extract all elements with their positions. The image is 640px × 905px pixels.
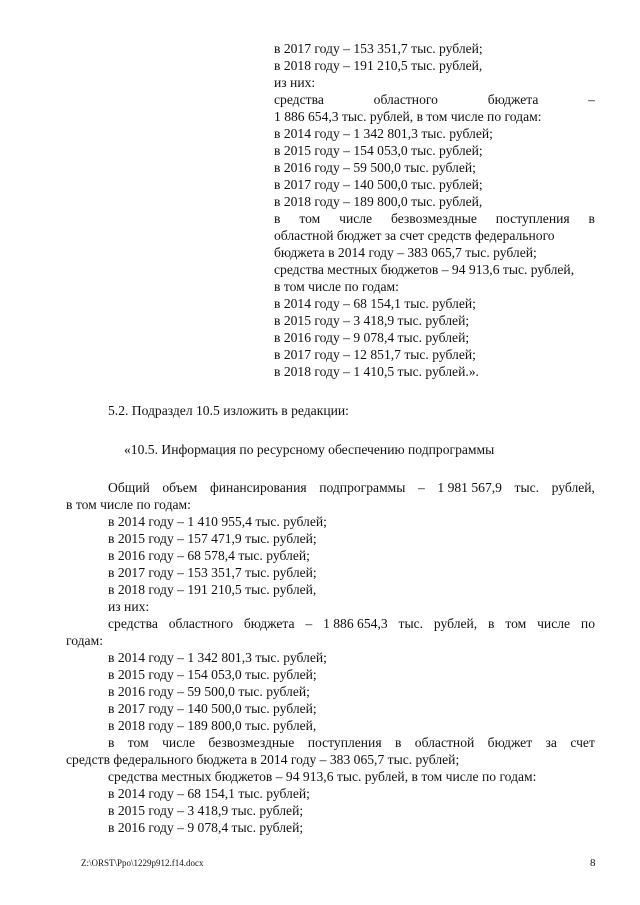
- justified-line: [108, 615, 595, 632]
- year-line: в 2016 году – 9 078,4 тыс. рублей;: [108, 820, 304, 835]
- year-line: в 2016 году – 59 500,0 тыс. рублей;: [108, 684, 310, 699]
- word: Общий: [108, 480, 150, 495]
- word: поступления: [495, 211, 570, 226]
- word: том: [505, 616, 527, 631]
- text-line: в том числе по годам:: [274, 279, 399, 294]
- year-line: в 2015 году – 154 053,0 тыс. рублей;: [108, 667, 317, 682]
- year-line: в 2017 году – 12 851,7 тыс. рублей;: [274, 347, 476, 362]
- word: в: [488, 616, 495, 631]
- year-line: в 2017 году – 140 500,0 тыс. рублей;: [108, 701, 317, 716]
- section-heading: «10.5. Информация по ресурсному обеспечению подпрограммы: [124, 442, 495, 457]
- year-line: в 2016 году – 59 500,0 тыс. рублей;: [274, 160, 476, 175]
- word: в: [274, 211, 281, 226]
- year-line: в 2016 году – 9 078,4 тыс. рублей;: [274, 330, 470, 345]
- word: областного: [168, 616, 233, 631]
- word: том: [299, 211, 321, 226]
- word: безвозмездные: [208, 735, 295, 750]
- word: средства: [274, 92, 324, 107]
- word: поступления: [307, 735, 382, 750]
- year-line: в 2018 году – 189 800,0 тыс. рублей,: [274, 194, 483, 209]
- text-line: средства местных бюджетов – 94 913,6 тыс. рублей,: [274, 262, 575, 277]
- word: числе: [162, 735, 196, 750]
- year-line: в 2015 году – 3 418,9 тыс. рублей;: [108, 803, 304, 818]
- year-line: в 2014 году – 68 154,1 тыс. рублей;: [108, 786, 310, 801]
- text-line: в 2018 году – 191 210,5 тыс. рублей,: [274, 58, 483, 73]
- year-line: в 2017 году – 153 351,7 тыс. рублей;: [108, 565, 317, 580]
- year-line: в 2018 году – 191 210,5 тыс. рублей,: [108, 582, 317, 597]
- year-line: в 2014 году – 1 342 801,3 тыс. рублей;: [108, 650, 327, 665]
- word: числе: [339, 211, 373, 226]
- word: –: [305, 616, 313, 631]
- word: объем: [162, 480, 198, 495]
- year-line: в 2016 году – 68 578,4 тыс. рублей;: [108, 548, 310, 563]
- word: –: [418, 480, 425, 495]
- year-line: в 2014 году – 1 342 801,3 тыс. рублей;: [274, 126, 493, 141]
- text-line: из них:: [274, 75, 316, 90]
- year-line: в 2015 году – 3 418,9 тыс. рублей;: [274, 313, 470, 328]
- justified-line: [274, 210, 595, 227]
- word: тыс.: [514, 480, 540, 495]
- word: за: [545, 735, 557, 750]
- text-line: областной бюджет за счет средств федерального: [274, 228, 555, 243]
- word: в: [588, 211, 595, 226]
- year-line: в 2018 году – 1 410,5 тыс. рублей.».: [274, 364, 479, 379]
- word: тыс.: [398, 616, 424, 631]
- word: бюджет: [487, 735, 533, 750]
- word: счет: [570, 735, 595, 750]
- word: рублей,: [433, 616, 478, 631]
- page-number: 8: [590, 857, 596, 869]
- word: в: [108, 735, 115, 750]
- text-line: из них:: [108, 599, 150, 614]
- word: в: [394, 735, 402, 750]
- word: бюджета: [243, 616, 295, 631]
- text-line: бюджета в 2014 году – 383 065,7 тыс. рублей;: [274, 245, 537, 260]
- word: областного: [373, 92, 438, 107]
- word: рублей,: [551, 480, 595, 495]
- justified-line: [274, 91, 595, 108]
- word: финансирования: [209, 480, 307, 495]
- word: том: [127, 735, 149, 750]
- section-instruction: 5.2. Подраздел 10.5 изложить в редакции:: [108, 403, 349, 418]
- word: областной: [414, 735, 475, 750]
- word: подпрограммы: [319, 480, 406, 495]
- word: бюджета: [487, 92, 539, 107]
- word: 1 886 654,3: [323, 616, 388, 631]
- word: средства: [108, 616, 158, 631]
- word: безвозмездные: [390, 211, 477, 226]
- year-line: в 2017 году – 140 500,0 тыс. рублей;: [274, 177, 483, 192]
- word: по: [580, 616, 595, 631]
- text-line: годам:: [66, 633, 103, 648]
- year-line: в 2018 году – 189 800,0 тыс. рублей,: [108, 718, 317, 733]
- word: –: [588, 92, 595, 107]
- word: числе: [537, 616, 571, 631]
- text-line: средства местных бюджетов – 94 913,6 тыс. рублей, в том числе по годам:: [108, 769, 537, 784]
- footer-file-path: Z:\ORST\Ppo\1229p912.f14.docx: [81, 858, 204, 868]
- justified-line: [108, 479, 595, 496]
- justified-line: [108, 734, 595, 751]
- text-line: в том числе по годам:: [66, 497, 191, 512]
- text-line: средств федерального бюджета в 2014 году – 383 065,7 тыс. рублей;: [66, 752, 460, 767]
- year-line: в 2014 году – 1 410 955,4 тыс. рублей;: [108, 514, 327, 529]
- year-line: в 2014 году – 68 154,1 тыс. рублей;: [274, 296, 476, 311]
- year-line: в 2015 году – 157 471,9 тыс. рублей;: [108, 531, 317, 546]
- text-line: в 2017 году – 153 351,7 тыс. рублей;: [274, 41, 483, 56]
- text-line: 1 886 654,3 тыс. рублей, в том числе по годам:: [274, 109, 542, 124]
- word: 1 981 567,9: [437, 480, 502, 495]
- year-line: в 2015 году – 154 053,0 тыс. рублей;: [274, 143, 483, 158]
